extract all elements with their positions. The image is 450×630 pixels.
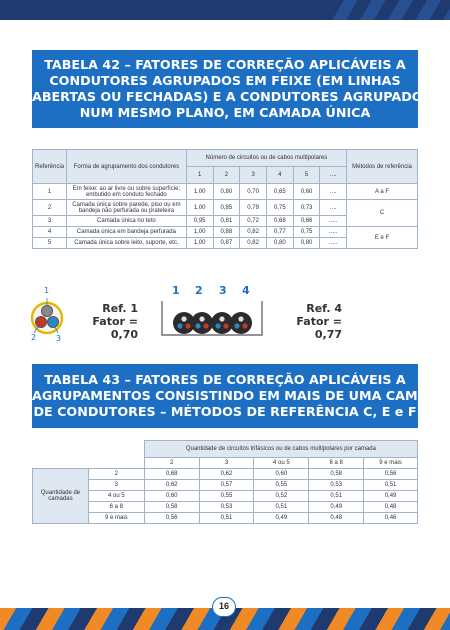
row-label: 2 bbox=[88, 469, 144, 480]
cable-3 bbox=[211, 312, 233, 334]
cell-value: 0,55 bbox=[254, 480, 309, 491]
header-col: 9 e mais bbox=[364, 458, 418, 469]
top-header-stripes bbox=[330, 0, 450, 20]
cell-value: 0,49 bbox=[309, 502, 364, 513]
cable-2 bbox=[191, 312, 213, 334]
header-col: 3 bbox=[199, 458, 254, 469]
table-row bbox=[33, 513, 418, 524]
cell-value: 0,57 bbox=[199, 480, 254, 491]
ref4-num: 2 bbox=[195, 284, 203, 297]
cell-value: 0,75 bbox=[266, 200, 293, 216]
cell-value: .... bbox=[320, 200, 347, 216]
ref1-caption bbox=[76, 302, 138, 341]
header-forma-agrupamento: Forma de agrupamento dos condutores bbox=[67, 150, 187, 184]
cell-value: 0,53 bbox=[309, 480, 364, 491]
ref4-tray-figure bbox=[160, 297, 264, 339]
blank-corner bbox=[33, 458, 145, 469]
cell-value: 0,56 bbox=[144, 513, 199, 524]
header-circ-num: .... bbox=[320, 167, 347, 184]
cell-value: 0,82 bbox=[240, 238, 267, 249]
cell-value: 0,55 bbox=[199, 491, 254, 502]
header-quantidade-camadas: Quantidade de camadas bbox=[33, 469, 89, 524]
cell-value: 0,68 bbox=[144, 469, 199, 480]
table-row bbox=[33, 480, 418, 491]
header-circ-num: 1 bbox=[186, 167, 213, 184]
ref1-num: 2 bbox=[31, 333, 37, 342]
cell-forma: Em feixe: ao ar livre ou sobre superfície; embutido em conduto fechado bbox=[67, 184, 187, 200]
cell-value: 0,60 bbox=[293, 184, 320, 200]
cell-value: ..... bbox=[320, 238, 347, 249]
blank-corner bbox=[33, 441, 145, 458]
cell-value: 0,48 bbox=[364, 502, 418, 513]
cell-value: 0,60 bbox=[144, 491, 199, 502]
cell-value: 1,00 bbox=[186, 200, 213, 216]
cell-value: 0,49 bbox=[364, 491, 418, 502]
cell-value: 1,00 bbox=[186, 227, 213, 238]
cell-value: 0,75 bbox=[293, 227, 320, 238]
cell-value: 0,56 bbox=[364, 469, 418, 480]
conductor-3 bbox=[48, 317, 59, 328]
cell-metodo: C bbox=[347, 200, 418, 227]
header-metodos-referencia: Métodos de referência bbox=[347, 150, 418, 184]
cell-value: 0,46 bbox=[364, 513, 418, 524]
ref1-label: Ref. 1 bbox=[102, 302, 138, 315]
ref1-fator: Fator = 0,70 bbox=[92, 315, 138, 341]
table-42-title-line: NUM MESMO PLANO, EM CAMADA ÚNICA bbox=[79, 105, 371, 120]
cell-value: 0,88 bbox=[213, 227, 240, 238]
table-row bbox=[33, 469, 418, 480]
cable-4 bbox=[230, 312, 252, 334]
ref4-num: 3 bbox=[219, 284, 227, 297]
cell-value: 0,87 bbox=[213, 238, 240, 249]
header-circ-num: 2 bbox=[213, 167, 240, 184]
cell-value: 0,49 bbox=[254, 513, 309, 524]
cell-value: 0,80 bbox=[213, 184, 240, 200]
cell-value: 0,51 bbox=[254, 502, 309, 513]
row-label: 6 a 8 bbox=[88, 502, 144, 513]
header-col: 6 a 8 bbox=[309, 458, 364, 469]
cell-ref: 5 bbox=[33, 238, 67, 249]
cell-value: 0,79 bbox=[240, 200, 267, 216]
header-col: 2 bbox=[144, 458, 199, 469]
table-row bbox=[33, 502, 418, 513]
cell-forma: Camada única no teto bbox=[67, 216, 187, 227]
cell-metodo: E e F bbox=[347, 227, 418, 249]
table-42-title-banner bbox=[32, 50, 432, 128]
cell-value: 0,85 bbox=[213, 200, 240, 216]
cell-value: 0,82 bbox=[240, 227, 267, 238]
table-42 bbox=[32, 149, 418, 249]
ref4-fator: Fator = 0,77 bbox=[296, 315, 342, 341]
header-circ-num: 3 bbox=[240, 167, 267, 184]
cell-value: 0,70 bbox=[240, 184, 267, 200]
header-referencia: Referência bbox=[33, 150, 67, 184]
cell-ref: 4 bbox=[33, 227, 67, 238]
conductor-2 bbox=[36, 317, 47, 328]
table-43-title-line: DE CONDUTORES – MÉTODOS DE REFERÊNCIA C, E e F bbox=[33, 404, 417, 419]
cell-value: 0,53 bbox=[199, 502, 254, 513]
cell-ref: 1 bbox=[33, 184, 67, 200]
cell-value: 0,51 bbox=[309, 491, 364, 502]
cell-value: 0,73 bbox=[293, 200, 320, 216]
table-43-title-line: TABELA 43 – FATORES DE CORREÇÃO APLICÁVEIS A bbox=[44, 372, 406, 387]
table-43-title-banner bbox=[32, 364, 448, 428]
header-quantidade-circuitos: Quantidade de circuitos trifásicos ou de cabos multipolares por camada bbox=[144, 441, 417, 458]
page-number: 16 bbox=[212, 597, 236, 617]
cell-forma: Camada única em bandeja perfurada bbox=[67, 227, 187, 238]
table-row bbox=[33, 184, 418, 200]
cell-value: 0,58 bbox=[144, 502, 199, 513]
cell-value: 0,52 bbox=[254, 491, 309, 502]
cell-value: 0,80 bbox=[293, 238, 320, 249]
cell-metodo: A a F bbox=[347, 184, 418, 200]
cell-value: 0,80 bbox=[266, 238, 293, 249]
header-numero-circuitos: Número de circuitos ou de cabos multipolares bbox=[186, 150, 346, 167]
row-label: 3 bbox=[88, 480, 144, 491]
table-row bbox=[33, 227, 418, 238]
cell-value: 0,58 bbox=[309, 469, 364, 480]
ref4-num: 4 bbox=[242, 284, 250, 297]
cell-value: 1,00 bbox=[186, 184, 213, 200]
row-label: 4 ou 5 bbox=[88, 491, 144, 502]
header-circ-num: 5 bbox=[293, 167, 320, 184]
cell-value: 0,77 bbox=[266, 227, 293, 238]
cell-value: .... bbox=[320, 184, 347, 200]
ref4-label: Ref. 4 bbox=[306, 302, 342, 315]
cell-value: 0,65 bbox=[266, 184, 293, 200]
cell-value: 0,62 bbox=[199, 469, 254, 480]
table-43-title-line: AGRUPAMENTOS CONSISTINDO EM MAIS DE UMA CAMADA bbox=[32, 388, 448, 403]
row-label: 9 e mais bbox=[88, 513, 144, 524]
header-circ-num: 4 bbox=[266, 167, 293, 184]
conductor-1 bbox=[42, 306, 53, 317]
cell-ref: 2 bbox=[33, 200, 67, 216]
cell-value: 1,00 bbox=[186, 238, 213, 249]
cell-value: ..... bbox=[320, 216, 347, 227]
header-col: 4 ou 5 bbox=[254, 458, 309, 469]
ref4-caption bbox=[270, 302, 342, 341]
cell-value: 0,60 bbox=[254, 469, 309, 480]
ref4-num: 1 bbox=[172, 284, 180, 297]
cell-value: 0,48 bbox=[309, 513, 364, 524]
cell-forma: Camada única sobre leito, suporte, etc. bbox=[67, 238, 187, 249]
cell-value: 0,51 bbox=[364, 480, 418, 491]
cell-value: 0,81 bbox=[213, 216, 240, 227]
cell-value: 0,51 bbox=[199, 513, 254, 524]
cell-ref: 3 bbox=[33, 216, 67, 227]
table-row bbox=[33, 491, 418, 502]
cell-forma: Camada única sobre parede, piso ou em bandeja não perfurada ou prateleira bbox=[67, 200, 187, 216]
table-42-title-line: ABERTAS OU FECHADAS) E A CONDUTORES AGRUPADOS bbox=[32, 89, 432, 104]
cell-value: 0,68 bbox=[266, 216, 293, 227]
table-42-title-line: CONDUTORES AGRUPADOS EM FEIXE (EM LINHAS bbox=[49, 73, 401, 88]
ref1-num: 1 bbox=[44, 286, 50, 295]
cell-value: 0,95 bbox=[186, 216, 213, 227]
table-42-title-line: TABELA 42 – FATORES DE CORREÇÃO APLICÁVEIS A bbox=[44, 57, 406, 72]
cell-value: 0,66 bbox=[293, 216, 320, 227]
cell-value: 0,62 bbox=[144, 480, 199, 491]
table-43 bbox=[32, 440, 418, 524]
ref1-num: 3 bbox=[56, 334, 62, 343]
cell-value: ..... bbox=[320, 227, 347, 238]
table-row bbox=[33, 200, 418, 216]
cell-value: 0,72 bbox=[240, 216, 267, 227]
